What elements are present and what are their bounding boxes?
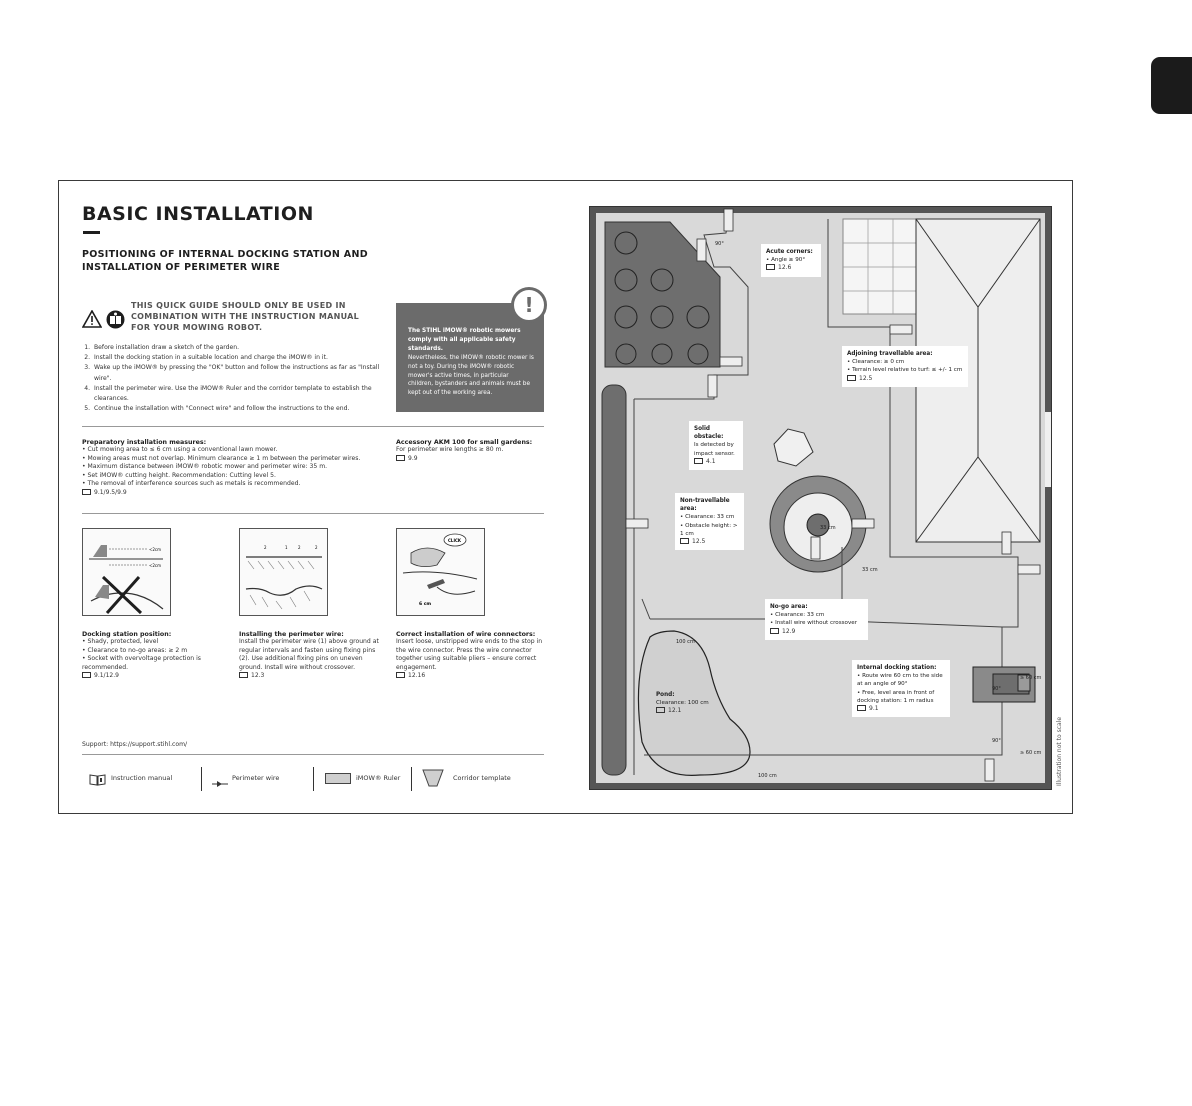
list-item: • The removal of interference sources such as metals is recommended. xyxy=(82,480,382,489)
legend xyxy=(89,767,539,791)
svg-text:CLICK: CLICK xyxy=(448,538,462,543)
book-icon xyxy=(857,705,866,711)
list-item: • Clearance to no-go areas: ≥ 2 m xyxy=(82,647,222,656)
adjoining-area-callout: Adjoining travellable area: • Clearance: ≥ 0 cm • Terrain level relative to turf: ≤ +/- 1 cm 12.5 xyxy=(842,346,968,387)
legend-label: Instruction manual xyxy=(111,774,173,782)
quick-guide-sheet xyxy=(58,180,1073,814)
wire-connector-caption xyxy=(396,631,544,679)
book-icon xyxy=(89,771,106,790)
book-icon xyxy=(82,672,91,678)
manual-reference: 12.3 xyxy=(239,672,384,679)
dimension-label: ≥ 60 cm xyxy=(1020,750,1042,756)
preparatory-section xyxy=(82,439,382,496)
scale-note: Illustration not to scale xyxy=(1056,716,1063,786)
docking-position-figure xyxy=(82,528,171,616)
caption-heading: Correct installation of wire connectors: xyxy=(396,631,536,638)
safety-notice-box xyxy=(396,293,544,412)
step-item: 3. Wake up the iMOW® by pressing the "OK" button and follow the instructions as far as "Install wire". xyxy=(92,363,382,383)
page-title: BASIC INSTALLATION xyxy=(82,203,314,225)
preparatory-list xyxy=(82,446,382,489)
step-item: 5. Continue the installation with "Connect wire" and follow the instructions to the end. xyxy=(92,404,382,414)
caption-heading: Docking station position: xyxy=(82,631,172,638)
book-icon xyxy=(82,489,91,495)
list-item: • Shady, protected, level xyxy=(82,638,222,647)
divider xyxy=(82,754,544,755)
read-manual-icon xyxy=(106,310,125,333)
garden-plan xyxy=(589,206,1052,790)
dimension-label: ≥ 60 cm xyxy=(1020,675,1042,681)
quick-guide-warning: THIS QUICK GUIDE SHOULD ONLY BE USED IN COMBINATION WITH THE INSTRUCTION MANUAL FOR YOUR MOWING ROBOT. xyxy=(131,301,360,332)
safety-notice-bold: The STIHL iMOW® robotic mowers comply with all applicable safety standards. xyxy=(408,328,521,352)
book-icon xyxy=(656,707,665,713)
manual-reference: 12.16 xyxy=(396,672,544,679)
docking-station-callout: Internal docking station: • Route wire 60 cm to the side at an angle of 90° • Free, level area in front of docking station: 1 m radius 9.1 xyxy=(852,660,950,717)
caption-heading: Installing the perimeter wire: xyxy=(239,631,344,638)
wire-arrow-icon xyxy=(212,773,228,792)
book-icon xyxy=(770,628,779,634)
legend-label: iMOW® Ruler xyxy=(356,774,401,782)
svg-text:6 cm: 6 cm xyxy=(419,602,432,607)
installation-steps xyxy=(82,343,382,414)
accessory-section xyxy=(396,439,546,462)
clearance-label: <2cm xyxy=(149,563,161,568)
angle-label: 90° xyxy=(715,241,724,247)
non-travellable-callout: Non-travellable area: • Clearance: 33 cm • Obstacle height: > 1 cm 12.5 xyxy=(675,493,744,550)
book-icon xyxy=(396,455,405,461)
book-icon xyxy=(680,538,689,544)
support-link[interactable]: Support: https://support.stihl.com/ xyxy=(82,741,188,748)
dimension-label: 33 cm xyxy=(862,567,878,573)
dimension-label: 100 cm xyxy=(676,639,695,645)
svg-text:2: 2 xyxy=(298,545,301,550)
step-item: 4. Install the perimeter wire. Use the iMOW® Ruler and the corridor template to establish the clearances. xyxy=(92,384,382,404)
book-icon xyxy=(766,264,775,270)
language-tab xyxy=(1151,57,1192,114)
step-item: 1. Before installation draw a sketch of the garden. xyxy=(92,343,382,353)
flower-bed xyxy=(608,225,718,369)
svg-text:2: 2 xyxy=(315,545,318,550)
exclamation-icon: ! xyxy=(511,287,547,323)
wire-connector-figure xyxy=(396,528,485,616)
list-item: • Socket with overvoltage protection is recommended. xyxy=(82,655,222,672)
perimeter-wire-caption xyxy=(239,631,384,679)
caption-text: Install the perimeter wire (1) above ground at regular intervals and fasten using fixing pins (2). Use additional fixing pins on uneven ground. Install wire without crossover. xyxy=(239,638,379,671)
list-item: • Set iMOW® cutting height. Recommendation: Cutting level 5. xyxy=(82,472,382,481)
dimension-label: 33 cm xyxy=(820,525,836,531)
warning-triangle-icon xyxy=(82,310,102,332)
safety-notice-text xyxy=(408,327,534,398)
book-icon xyxy=(694,458,703,464)
no-go-area-callout: No-go area: • Clearance: 33 cm • Install wire without crossover 12.9 xyxy=(765,599,868,640)
angle-label: 90° xyxy=(992,738,1001,744)
divider xyxy=(82,426,544,427)
preparatory-heading: Preparatory installation measures: xyxy=(82,439,207,446)
caption-list xyxy=(82,638,222,672)
clearance-label: <2cm xyxy=(149,547,161,552)
manual-reference: 9.1/9.5/9.9 xyxy=(82,489,382,496)
divider xyxy=(313,767,314,791)
list-item: • Mowing areas must not overlap. Minimum clearance ≥ 1 m between the perimeter wires. xyxy=(82,455,382,464)
book-icon xyxy=(396,672,405,678)
list-item: • Cut mowing area to ≤ 6 cm using a conventional lawn mower. xyxy=(82,446,382,455)
legend-label: Perimeter wire xyxy=(232,774,280,782)
step-item: 2. Install the docking station in a suitable location and charge the iMOW® in it. xyxy=(92,353,382,363)
dimension-label: 100 cm xyxy=(758,773,777,779)
title-underline xyxy=(83,231,100,234)
pond-callout: Pond: Clearance: 100 cm 12.1 xyxy=(656,692,709,715)
angle-label: 90° xyxy=(992,686,1001,692)
manual-reference: 9.1/12.9 xyxy=(82,672,222,679)
legend-label: Corridor template xyxy=(453,774,511,782)
page-subtitle: POSITIONING OF INTERNAL DOCKING STATION AND INSTALLATION OF PERIMETER WIRE xyxy=(82,249,368,273)
acute-corners-callout: Acute corners: • Angle ≥ 90° 12.6 xyxy=(761,244,821,277)
accessory-text: For perimeter wire lengths ≥ 80 m. xyxy=(396,446,504,453)
corridor-template-icon xyxy=(422,769,444,791)
divider xyxy=(82,513,544,514)
docking-position-caption xyxy=(82,631,222,679)
divider xyxy=(201,767,202,791)
svg-text:2: 2 xyxy=(264,545,267,550)
book-icon xyxy=(239,672,248,678)
divider xyxy=(411,767,412,791)
list-item: • Maximum distance between iMOW® robotic mower and perimeter wire: 35 m. xyxy=(82,463,382,472)
perimeter-wire-figure xyxy=(239,528,328,616)
solid-obstacle-callout: Solid obstacle: Is detected by impact sensor. 4.1 xyxy=(689,421,743,470)
safety-notice-body: Nevertheless, the iMOW® robotic mower is not a toy. During the iMOW® robotic mower's active times, in particular children, bystanders and animals must be kept out of the working area. xyxy=(408,354,534,397)
ruler-icon xyxy=(325,773,351,784)
manual-reference: 9.9 xyxy=(396,455,546,462)
book-icon xyxy=(847,375,856,381)
accessory-heading: Accessory AKM 100 for small gardens: xyxy=(396,439,533,446)
caption-text: Insert loose, unstripped wire ends to the stop in the wire connector. Press the wire connector together using suitable pliers – ensure correct engagement. xyxy=(396,638,543,671)
svg-text:1: 1 xyxy=(285,545,288,550)
